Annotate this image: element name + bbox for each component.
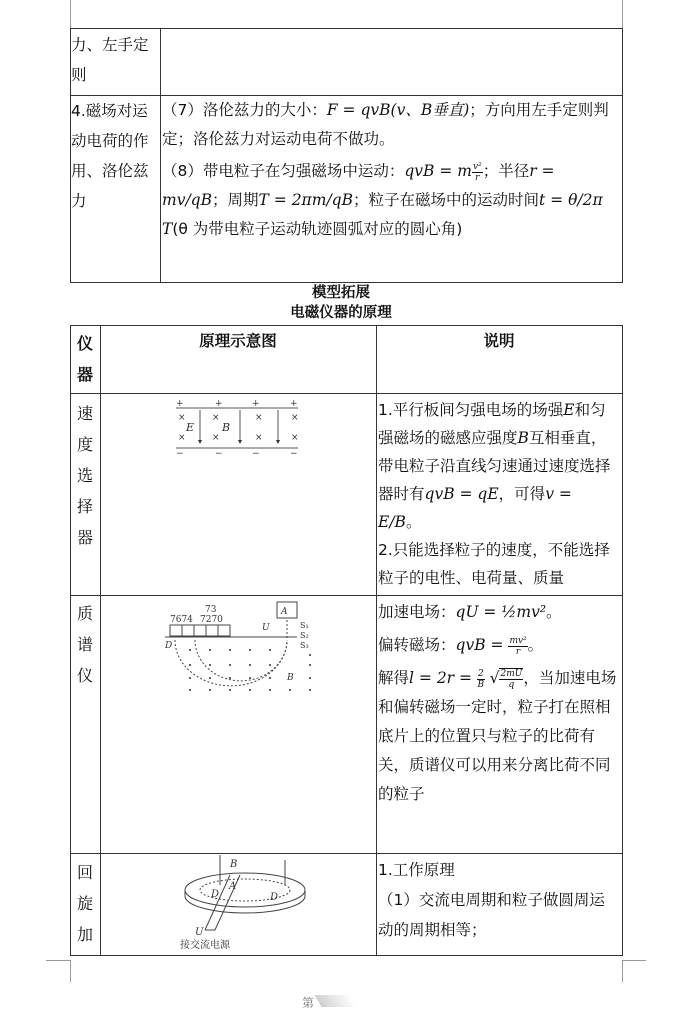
crop-mark	[622, 960, 623, 982]
svg-text:7674: 7674	[170, 615, 193, 625]
p7-text: （7）洛伦兹力的大小：	[162, 101, 327, 119]
formula: l = 2r = $\frac{2}{B}$ √ $\frac{2mU}{q}$	[409, 668, 523, 690]
ac-source-label: 接交流电源	[180, 940, 230, 950]
p7-text: ；方向用左手定则判定；洛伦兹力对运动电荷不做功。	[162, 101, 609, 148]
crop-mark	[46, 960, 70, 961]
crop-mark	[622, 960, 646, 961]
svg-text:D: D	[165, 641, 173, 651]
svg-text:B: B	[230, 859, 238, 870]
p8-text: ；周期	[212, 191, 259, 209]
formula: qvB = qE	[424, 485, 499, 503]
svg-text:+: +	[252, 399, 260, 409]
svg-text:×: ×	[178, 433, 186, 443]
svg-text:×: ×	[178, 413, 186, 423]
svg-text:×: ×	[255, 433, 263, 443]
svg-text:D: D	[270, 892, 279, 903]
header-explanation: 说明	[483, 332, 515, 350]
formula-acceleration: qU = ½mv²	[455, 603, 547, 621]
cyclotron-explanation	[378, 855, 620, 945]
instrument-cyclotron: 回旋加	[76, 863, 93, 944]
crop-mark	[70, 960, 71, 982]
svg-text:+: +	[215, 399, 223, 409]
svg-text:×: ×	[212, 433, 220, 443]
text: 偏转磁场：	[378, 636, 456, 654]
text: ，可得	[498, 485, 546, 503]
header-instrument: 仪器	[76, 334, 93, 384]
formula-radius: r = mv/qB	[162, 162, 555, 209]
header-diagram: 原理示意图	[199, 332, 277, 350]
crop-mark	[622, 0, 623, 28]
svg-text:+: +	[176, 399, 184, 409]
p8-text: （8）带电粒子在匀强磁场中运动：	[162, 162, 405, 180]
lorentz-description	[162, 96, 620, 244]
instrument-mass-spectrometer: 质谱仪	[76, 604, 93, 685]
velocity-selector-diagram	[170, 398, 305, 458]
cyclotron-diagram	[175, 855, 310, 950]
text: 2.只能选择粒子的速度，不能选择粒子的电性、电荷量、质量	[378, 541, 610, 587]
label-B: B	[222, 421, 231, 434]
svg-text:S₃: S₃	[300, 641, 309, 650]
text: 解得	[378, 669, 410, 687]
svg-text:×: ×	[291, 433, 299, 443]
mass-spectrometer-diagram	[165, 600, 315, 695]
instrument-velocity-selector: 速度选择器	[76, 404, 93, 547]
heading-model-extension: 模型拓展	[312, 285, 370, 301]
svg-text:U: U	[262, 623, 270, 633]
footer-smudge	[315, 995, 357, 1007]
svg-text:S₁: S₁	[300, 621, 309, 630]
formula-time: t = θ/2π T	[162, 191, 603, 238]
text: 互相垂直，带电粒子沿直线匀速通过速度选择器时有	[378, 429, 611, 503]
p8-text: ；粒子在磁场中的运动时间	[352, 191, 539, 209]
svg-text:×: ×	[212, 413, 220, 423]
svg-text:U: U	[195, 927, 204, 938]
heading-em-instruments: 电磁仪器的原理	[290, 305, 392, 321]
label-E: E	[186, 421, 195, 434]
text: 加速电场：	[378, 603, 456, 621]
text: 和匀强磁场的磁感应强度	[378, 401, 606, 447]
svg-text:A: A	[281, 607, 288, 617]
formula: qvB = m $\frac{\text{v²}}{r}$	[404, 161, 482, 183]
mass-spectrometer-explanation: 加速电场：qU = ½mv²。 偏转磁场：qvB = $\frac{\text{mv²}}{r}$ 。 解得l = 2r = $\frac{2}{B}$ √ $\frac{2mU}{q}$ ，当加速电场和偏转磁场一定时，粒子打在照相底片上的位置只与粒子的比荷有关，质谱仪可以用来分离比荷不同的粒子	[378, 603, 617, 803]
svg-text:×: ×	[291, 413, 299, 423]
text: ，当加速电场和偏转磁场一定时，粒子打在照相底片上的位置只与粒子的比荷有关，质谱仪可以用来分离比荷不同的粒子	[378, 669, 617, 803]
svg-text:−: −	[176, 449, 184, 458]
formula: qvB = $\frac{\text{mv²}}{r}$	[455, 635, 527, 657]
p8-text: ；半径	[482, 162, 530, 180]
crop-mark	[70, 0, 71, 28]
svg-text:A: A	[229, 881, 237, 892]
row-label-left-hand-rule: 力、左手定则	[71, 36, 149, 84]
svg-text:7270: 7270	[200, 615, 223, 625]
formula: F = qvB(v、B垂直)	[326, 101, 470, 119]
formula-period: T = 2πm/qB	[258, 191, 353, 209]
svg-text:−: −	[290, 449, 298, 458]
svg-text:×: ×	[255, 413, 263, 423]
svg-text:+: +	[290, 399, 298, 409]
text: 1.工作原理	[378, 861, 455, 879]
formula-velocity: v = E/B	[378, 485, 572, 531]
svg-text:B: B	[287, 673, 294, 683]
svg-text:−: −	[215, 449, 223, 458]
velocity-selector-explanation: 1.平行板间匀强电场的场强E和匀强磁场的磁感应强度B互相垂直，带电粒子沿直线匀速通过速度选择器时有qvB = qE，可得v = E/B。 2.只能选择粒子的速度，不能选择粒子的电性、电荷量、质量	[378, 401, 611, 587]
text: （1）交流电周期和粒子做圆周运动的周期相等；	[378, 891, 605, 939]
row-label-lorentz: 4.磁场对运动电荷的作用、洛伦兹力	[71, 102, 149, 210]
svg-text:S₂: S₂	[300, 631, 309, 640]
svg-text:−: −	[252, 449, 260, 458]
p8-text: (θ 为带电粒子运动轨迹圆弧对应的圆心角)	[172, 220, 463, 238]
svg-text:D: D	[211, 889, 220, 900]
page-footer: 第	[302, 996, 315, 1010]
svg-text:73: 73	[205, 605, 217, 615]
text: 。	[405, 513, 422, 531]
text: 1.平行板间匀强电场的场强	[378, 401, 564, 419]
